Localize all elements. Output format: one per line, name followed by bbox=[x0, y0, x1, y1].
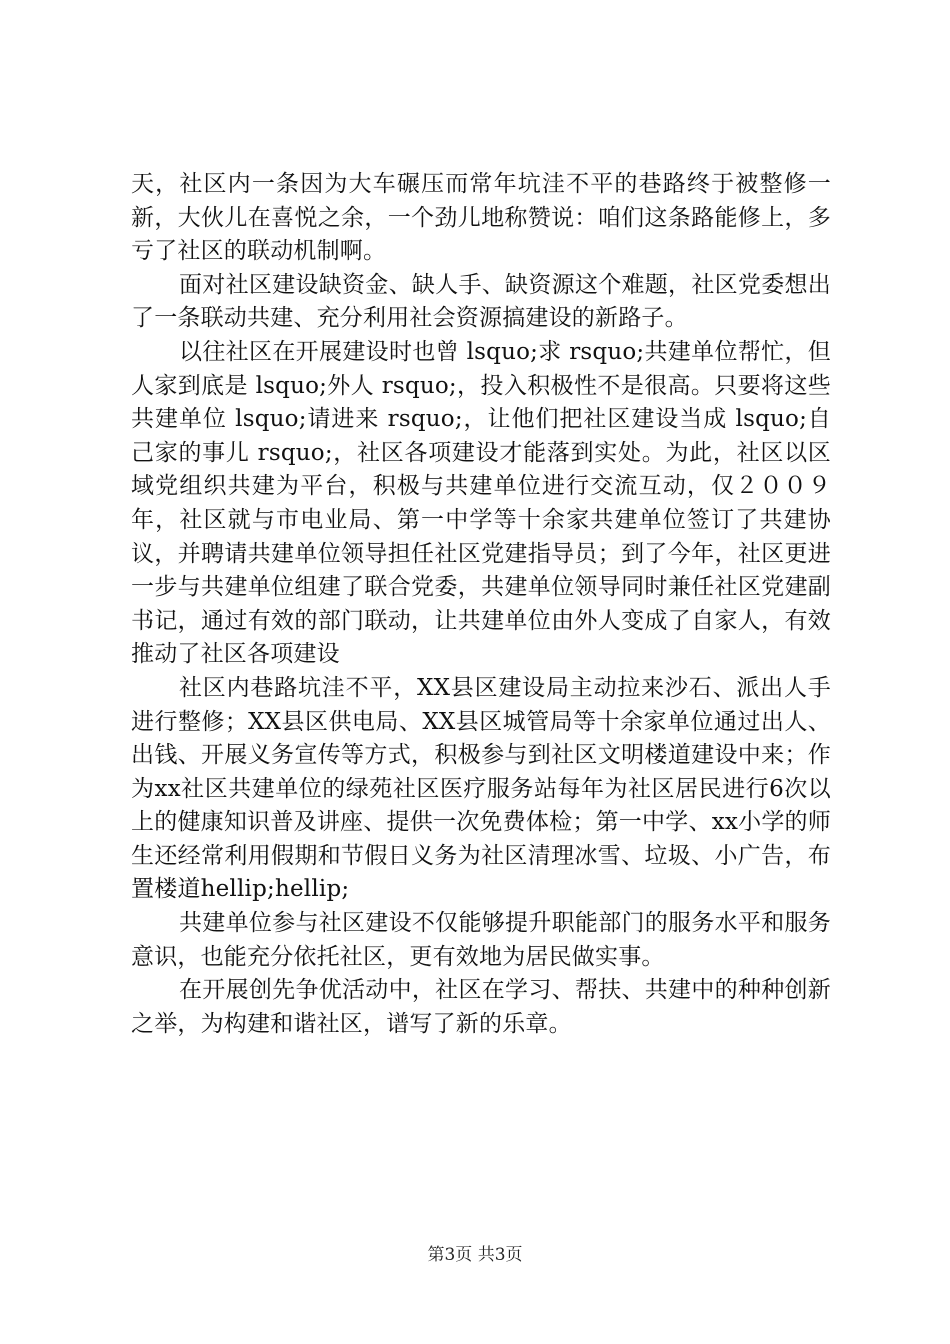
document-body bbox=[131, 168, 831, 1041]
paragraph-6: 在开展创先争优活动中，社区在学习、帮扶、共建中的种种创新之举，为构建和谐社区，谱写了新的乐章。 bbox=[131, 977, 831, 1037]
paragraph-2: 面对社区建设缺资金、缺人手、缺资源这个难题，社区党委想出了一条联动共建、充分利用社会资源搞建设的新路子。 bbox=[131, 271, 831, 332]
paragraph-3: 以往社区在开展建设时也曾 lsquo;求 rsquo;共建单位帮忙，但人家到底是 lsquo;外人 rsquo;，投入积极性不是很高。只要将这些共建单位 lsquo;请进来 rsquo;，让他们把社区建设当成 lsquo;自己家的事儿 rsquo;，社区各项建设才能落到实处。为此，社区以区域党组织共建为平台，积极与共建单位进行交流互动，仅２００９年，社区就与市电业局、第一中学等十余家共建单位签订了共建协议，并聘请共建单位领导担任社区党建指导员；到了今年，社区更进一步与共建单位组建了联合党委，共建单位领导同时兼任社区党建副书记，通过有效的部门联动，让共建单位由外人变成了自家人，有效推动了社区各项建设 bbox=[131, 338, 831, 668]
paragraph-4: 社区内巷路坑洼不平，XX县区建设局主动拉来沙石、派出人手进行整修；XX县区供电局、XX县区城管局等十余家单位通过出人、出钱、开展义务宣传等方式，积极参与到社区文明楼道建设中来；作为xx社区共建单位的绿苑社区医疗服务站每年为社区居民进行6次以上的健康知识普及讲座、提供一次免费体检；第一中学、xx小学的师生还经常利用假期和节假日义务为社区清理冰雪、垃圾、小广告，布置楼道hellip;hellip; bbox=[131, 674, 831, 903]
paragraph-5: 共建单位参与社区建设不仅能够提升职能部门的服务水平和服务意识，也能充分依托社区，更有效地为居民做实事。 bbox=[131, 910, 831, 970]
paragraph-1: 天，社区内一条因为大车碾压而常年坑洼不平的巷路终于被整修一新，大伙儿在喜悦之余，一个劲儿地称赞说：咱们这条路能修上，多亏了社区的联动机制啊。 bbox=[131, 171, 831, 265]
page-number-footer: 第3页 共3页 bbox=[427, 1245, 523, 1265]
